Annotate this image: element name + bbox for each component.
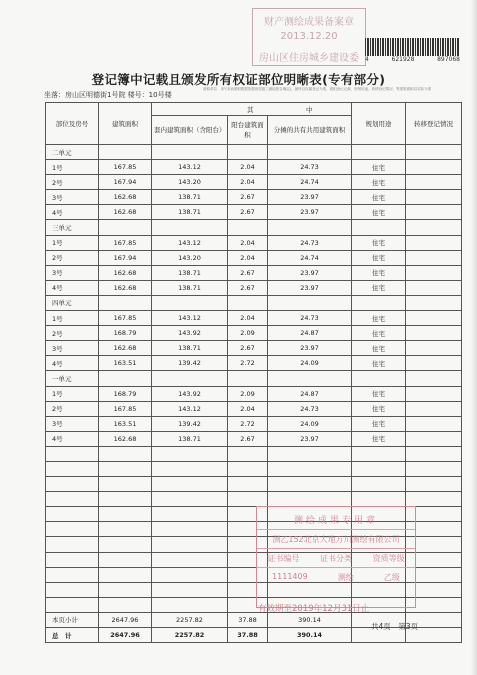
- stamp-line-2: 2013.12.20: [280, 31, 338, 42]
- table-cell: 1号: [46, 235, 99, 250]
- table-cell: 138.71: [152, 190, 228, 205]
- table-cell: 167.85: [99, 401, 152, 416]
- table-cell: 143.12: [152, 401, 228, 416]
- table-cell: 住宅: [352, 326, 406, 341]
- header-inner: 套内建筑面积（含阳台）: [152, 116, 228, 145]
- table-cell: 2号: [46, 175, 99, 190]
- table-cell: 4号: [46, 431, 99, 446]
- table-cell: 住宅: [352, 280, 406, 295]
- table-cell: 住宅: [352, 416, 406, 431]
- table-cell: [99, 220, 152, 235]
- table-cell: [99, 477, 152, 492]
- table-cell: 住宅: [352, 311, 406, 326]
- table-cell: [406, 145, 462, 160]
- table-cell: 2647.96: [99, 628, 152, 643]
- table-cell: [99, 461, 152, 476]
- table-cell: [352, 371, 406, 386]
- table-cell: 住宅: [352, 250, 406, 265]
- table-cell: 2.04: [228, 160, 268, 175]
- table-cell: [99, 582, 152, 597]
- table-row: [46, 461, 462, 476]
- header-shared: 分摊的共有共用建筑面积: [268, 116, 352, 145]
- table-cell: [352, 477, 406, 492]
- table-cell: 167.85: [99, 160, 152, 175]
- table-cell: 2.04: [228, 175, 268, 190]
- table-cell: 2257.82: [152, 628, 228, 643]
- stamp-divider: [257, 529, 415, 530]
- table-cell: 167.85: [99, 311, 152, 326]
- table-cell: [99, 537, 152, 552]
- table-cell: 138.71: [152, 265, 228, 280]
- table-cell: [46, 477, 99, 492]
- table-cell: [406, 492, 462, 507]
- table-cell: 本页小计: [46, 612, 99, 627]
- table-cell: [352, 145, 406, 160]
- table-cell: 一单元: [46, 371, 99, 386]
- stamp-line-3: 房山区住房城乡建设委: [259, 53, 359, 64]
- table-cell: [46, 552, 99, 567]
- table-cell: [152, 492, 228, 507]
- table-cell: [406, 356, 462, 371]
- table-cell: 2.67: [228, 431, 268, 446]
- table-cell: 2.04: [228, 250, 268, 265]
- table-cell: 4号: [46, 280, 99, 295]
- table-cell: 住宅: [352, 160, 406, 175]
- table-cell: [268, 371, 352, 386]
- header-area: 建筑面积: [99, 103, 152, 145]
- table-cell: 2.04: [228, 235, 268, 250]
- table-row: [46, 401, 462, 416]
- table-cell: 37.88: [228, 628, 268, 643]
- table-cell: [228, 220, 268, 235]
- table-cell: [152, 145, 228, 160]
- stamp-label-row: [257, 553, 415, 564]
- cert-class: 测绘: [337, 573, 354, 582]
- cert-no-label: 证书编号: [267, 554, 300, 563]
- table-cell: 住宅: [352, 401, 406, 416]
- table-row: [46, 356, 462, 371]
- table-cell: 2号: [46, 250, 99, 265]
- table-cell: 139.42: [152, 356, 228, 371]
- barcode-part-3: 897068: [437, 56, 460, 63]
- stamp-divider: [257, 548, 415, 549]
- header-middle: 中: [268, 103, 352, 116]
- table-cell: [352, 295, 406, 310]
- table-cell: 住宅: [352, 386, 406, 401]
- table-cell: 四单元: [46, 295, 99, 310]
- table-row: [46, 190, 462, 205]
- table-cell: 2.04: [228, 401, 268, 416]
- table-cell: [152, 522, 228, 537]
- table-cell: [152, 461, 228, 476]
- table-cell: [406, 250, 462, 265]
- table-cell: [268, 295, 352, 310]
- table-cell: 24.09: [268, 416, 352, 431]
- table-cell: [406, 477, 462, 492]
- table-cell: [228, 461, 268, 476]
- table-cell: 24.73: [268, 235, 352, 250]
- table-cell: 168.79: [99, 326, 152, 341]
- table-cell: [406, 265, 462, 280]
- table-cell: [152, 552, 228, 567]
- table-cell: 2.67: [228, 205, 268, 220]
- table-cell: [406, 326, 462, 341]
- table-cell: [152, 582, 228, 597]
- table-cell: 143.12: [152, 311, 228, 326]
- table-cell: [406, 446, 462, 461]
- table-cell: 2.04: [228, 311, 268, 326]
- table-cell: 2257.82: [152, 612, 228, 627]
- header-use: 规划用途: [352, 103, 406, 145]
- table-cell: 162.68: [99, 431, 152, 446]
- table-cell: [46, 461, 99, 476]
- table-cell: 163.51: [99, 356, 152, 371]
- table-cell: [99, 552, 152, 567]
- table-cell: 2.67: [228, 265, 268, 280]
- table-row: [46, 416, 462, 431]
- table-cell: [152, 295, 228, 310]
- table-cell: [268, 145, 352, 160]
- table-cell: 2.09: [228, 386, 268, 401]
- table-cell: 24.73: [268, 401, 352, 416]
- table-cell: [352, 492, 406, 507]
- table-cell: 168.79: [99, 386, 152, 401]
- table-cell: [406, 235, 462, 250]
- barcode-part-2: 621928: [391, 56, 415, 63]
- table-cell: 1号: [46, 311, 99, 326]
- table-cell: 143.12: [152, 160, 228, 175]
- table-row: [46, 205, 462, 220]
- table-cell: [406, 401, 462, 416]
- table-cell: [99, 492, 152, 507]
- table-cell: 2.72: [228, 356, 268, 371]
- table-cell: 24.74: [268, 250, 352, 265]
- table-cell: [228, 446, 268, 461]
- table-cell: [46, 507, 99, 522]
- table-row: [46, 295, 462, 310]
- table-row: [46, 160, 462, 175]
- table-cell: 390.14: [268, 612, 352, 627]
- table-cell: [406, 341, 462, 356]
- table-row: [46, 477, 462, 492]
- table-row: [46, 265, 462, 280]
- cert-no: 1111409: [272, 572, 308, 581]
- table-cell: 162.68: [99, 265, 152, 280]
- table-cell: 138.71: [152, 431, 228, 446]
- table-cell: [99, 295, 152, 310]
- table-cell: [406, 220, 462, 235]
- table-cell: 住宅: [352, 205, 406, 220]
- table-cell: 住宅: [352, 190, 406, 205]
- table-cell: [152, 597, 228, 612]
- page-edge: [471, 0, 477, 675]
- table-cell: [228, 477, 268, 492]
- table-cell: [46, 567, 99, 582]
- table-cell: [99, 522, 152, 537]
- header-part: 部位及房号: [46, 103, 99, 145]
- table-cell: 3号: [46, 190, 99, 205]
- table-cell: 2.72: [228, 416, 268, 431]
- table-cell: [406, 205, 462, 220]
- table-cell: 139.42: [152, 416, 228, 431]
- table-cell: [268, 492, 352, 507]
- table-cell: 24.73: [268, 160, 352, 175]
- stamp-value-row: [257, 572, 415, 583]
- table-cell: 143.92: [152, 326, 228, 341]
- table-header-row-1: [46, 103, 462, 116]
- table-cell: 167.94: [99, 175, 152, 190]
- header-transfer: 转移登记情况: [406, 103, 462, 145]
- table-cell: [406, 280, 462, 295]
- table-cell: 三单元: [46, 220, 99, 235]
- surveying-stamp-title: 测绘成果专用章: [293, 516, 378, 526]
- table-cell: [46, 537, 99, 552]
- table-cell: 143.20: [152, 250, 228, 265]
- barcode-number: [365, 56, 460, 63]
- table-row: [46, 492, 462, 507]
- table-cell: [352, 461, 406, 476]
- table-row: [46, 250, 462, 265]
- area-note: 面积单位：米²(本表面积数据依据房屋竣工测绘报告确定)，最终以权属登记为准，面积登记记载、规划用途、转移登记情况、等建筑面积以实际为准: [203, 87, 432, 91]
- table-cell: [46, 492, 99, 507]
- table-cell: [268, 446, 352, 461]
- table-cell: [406, 371, 462, 386]
- table-cell: [406, 416, 462, 431]
- table-cell: [352, 446, 406, 461]
- table-cell: 167.94: [99, 250, 152, 265]
- page-number: 共4页 第3页: [371, 622, 419, 631]
- table-cell: 138.71: [152, 280, 228, 295]
- table-row: [46, 326, 462, 341]
- table-cell: [228, 492, 268, 507]
- table-cell: [46, 582, 99, 597]
- table-cell: 162.68: [99, 205, 152, 220]
- table-cell: [99, 446, 152, 461]
- table-row: [46, 431, 462, 446]
- table-cell: [406, 190, 462, 205]
- table-cell: 住宅: [352, 265, 406, 280]
- table-cell: 1号: [46, 386, 99, 401]
- table-cell: 住宅: [352, 356, 406, 371]
- table-cell: [228, 145, 268, 160]
- grade: 乙级: [383, 573, 400, 582]
- table-cell: 24.09: [268, 356, 352, 371]
- table-cell: 2.67: [228, 190, 268, 205]
- table-cell: 23.97: [268, 265, 352, 280]
- table-cell: 1号: [46, 160, 99, 175]
- table-cell: 住宅: [352, 341, 406, 356]
- table-cell: [99, 567, 152, 582]
- table-cell: [268, 461, 352, 476]
- table-cell: 3号: [46, 265, 99, 280]
- stamp-line-1: 财产测绘成果备案章: [264, 17, 354, 28]
- table-cell: 143.20: [152, 175, 228, 190]
- barcode: [365, 38, 460, 56]
- table-row: [46, 220, 462, 235]
- table-cell: [46, 446, 99, 461]
- table-cell: [406, 175, 462, 190]
- header-of-which: 其: [152, 103, 268, 116]
- table-cell: 23.97: [268, 190, 352, 205]
- table-cell: 3号: [46, 341, 99, 356]
- surveying-stamp: [256, 506, 416, 608]
- table-cell: 37.88: [228, 612, 268, 627]
- table-cell: [406, 431, 462, 446]
- table-row: [46, 341, 462, 356]
- table-cell: [99, 371, 152, 386]
- table-cell: 23.97: [268, 280, 352, 295]
- table-row: [46, 371, 462, 386]
- document-title: 登记簿中记载且颁发所有权证部位明晰表(专有部分): [91, 72, 386, 87]
- table-cell: 24.87: [268, 386, 352, 401]
- table-row: [46, 311, 462, 326]
- table-cell: [268, 220, 352, 235]
- table-cell: 2647.96: [99, 612, 152, 627]
- table-cell: [99, 145, 152, 160]
- table-cell: 143.12: [152, 235, 228, 250]
- table-cell: 住宅: [352, 431, 406, 446]
- table-cell: 4号: [46, 356, 99, 371]
- table-cell: 138.71: [152, 341, 228, 356]
- registration-stamp: [252, 8, 366, 66]
- table-cell: [99, 597, 152, 612]
- table-cell: 390.14: [268, 628, 352, 643]
- table-row: [46, 235, 462, 250]
- table-cell: 2号: [46, 401, 99, 416]
- validity-date: 有效期至2019年12月31日止: [258, 604, 370, 614]
- table-cell: [152, 537, 228, 552]
- table-cell: 162.68: [99, 190, 152, 205]
- table-row: [46, 175, 462, 190]
- table-cell: [46, 522, 99, 537]
- table-cell: [268, 477, 352, 492]
- table-cell: 3号: [46, 416, 99, 431]
- header-balcony: 阳台建筑面积: [228, 116, 268, 145]
- surveying-company: 测乙152北京大地万川测绘有限公司: [272, 535, 400, 544]
- table-cell: 23.97: [268, 341, 352, 356]
- table-cell: 住宅: [352, 235, 406, 250]
- table-cell: 24.73: [268, 311, 352, 326]
- table-cell: 总 计: [46, 628, 99, 643]
- table-cell: 2号: [46, 326, 99, 341]
- table-cell: [152, 371, 228, 386]
- table-cell: 4号: [46, 205, 99, 220]
- table-cell: [46, 597, 99, 612]
- table-cell: [152, 567, 228, 582]
- table-cell: [228, 295, 268, 310]
- table-cell: [152, 507, 228, 522]
- property-location: 坐落：房山区明德街1号院 楼号：10号楼: [44, 91, 172, 99]
- table-cell: 24.87: [268, 326, 352, 341]
- barcode-part-1: 4: [365, 56, 369, 63]
- table-cell: 167.85: [99, 235, 152, 250]
- table-cell: 23.97: [268, 205, 352, 220]
- table-cell: [99, 507, 152, 522]
- table-cell: [352, 220, 406, 235]
- table-cell: 2.67: [228, 341, 268, 356]
- table-cell: [406, 461, 462, 476]
- cert-class-label: 证书分类: [319, 554, 352, 563]
- table-cell: 住宅: [352, 175, 406, 190]
- table-cell: 23.97: [268, 431, 352, 446]
- table-row: [46, 446, 462, 461]
- table-cell: [152, 477, 228, 492]
- table-cell: 143.92: [152, 386, 228, 401]
- table-cell: [406, 386, 462, 401]
- table-cell: [406, 295, 462, 310]
- table-cell: 162.68: [99, 341, 152, 356]
- table-cell: 二单元: [46, 145, 99, 160]
- table-cell: 24.74: [268, 175, 352, 190]
- table-row: [46, 145, 462, 160]
- table-cell: 162.68: [99, 280, 152, 295]
- table-cell: 138.71: [152, 205, 228, 220]
- table-cell: [406, 311, 462, 326]
- table-cell: 2.67: [228, 280, 268, 295]
- grade-label: 资质等级: [372, 554, 405, 563]
- table-row: [46, 386, 462, 401]
- table-row: [46, 280, 462, 295]
- table-cell: [406, 160, 462, 175]
- table-cell: [152, 446, 228, 461]
- table-cell: 163.51: [99, 416, 152, 431]
- table-cell: [152, 220, 228, 235]
- table-cell: 2.09: [228, 326, 268, 341]
- table-cell: [228, 371, 268, 386]
- stamp-divider: [257, 567, 415, 568]
